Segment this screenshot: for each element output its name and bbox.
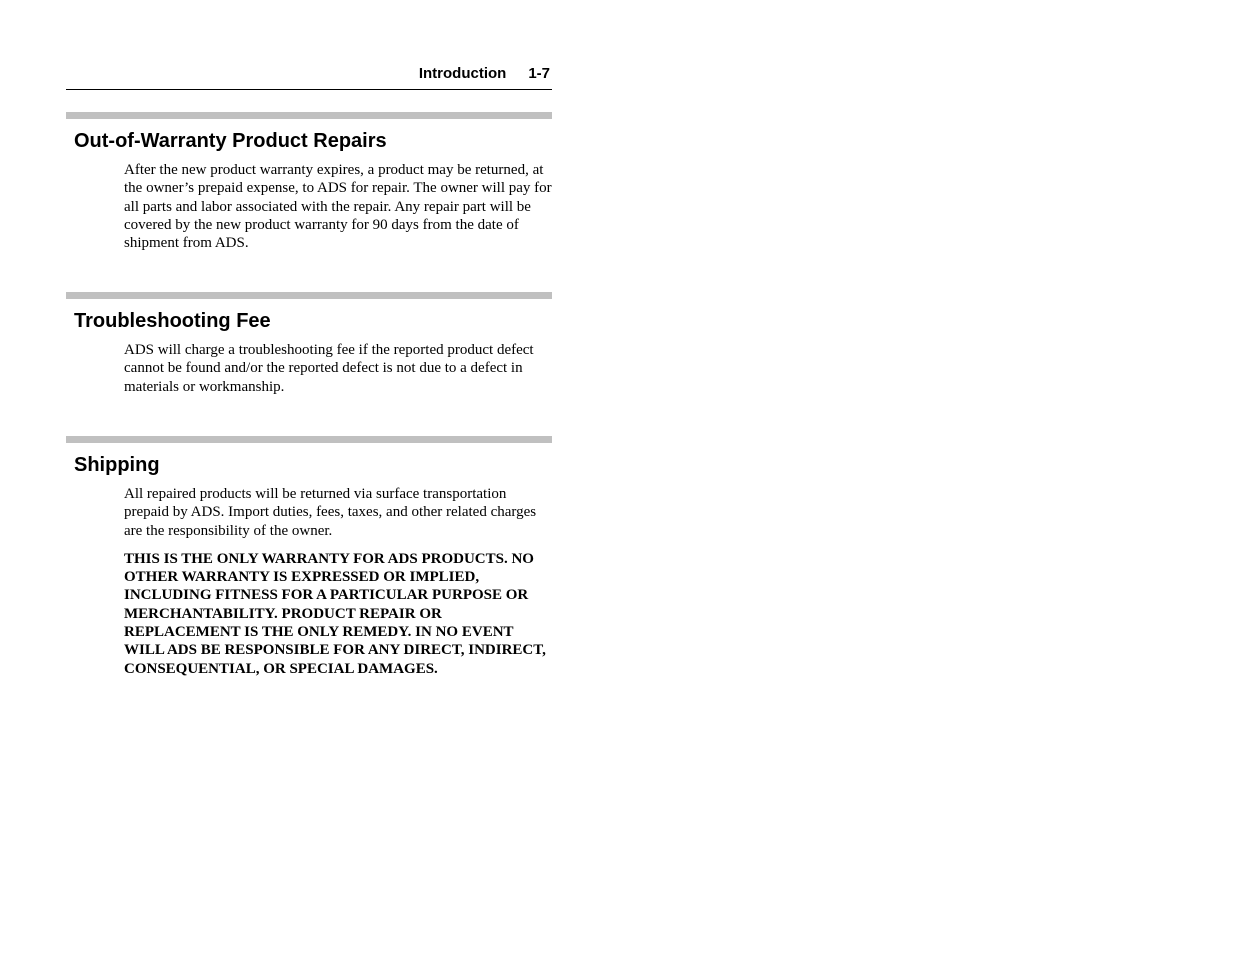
section-body [124, 341, 552, 396]
page-number: 1-7 [528, 65, 550, 82]
section-out-of-warranty-repairs [66, 112, 552, 262]
section-divider [66, 436, 552, 443]
warranty-disclaimer: THIS IS THE ONLY WARRANTY FOR ADS PRODUCTS. NO OTHER WARRANTY IS EXPRESSED OR IMPLIED, INCLUDING FITNESS FOR A PARTICULAR PURPOSE OR MERCHANTABILITY. PRODUCT REPAIR OR REPLACEMENT IS THE ONLY REMEDY. IN NO EVENT WILL ADS BE RESPONSIBLE FOR ANY DIRECT, INDIRECT, CONSEQUENTIAL, OR SPECIAL DAMAGES. [124, 550, 546, 677]
paragraph: All repaired products will be returned via surface transportation prepaid by ADS. Import duties, fees, taxes, and other related charges are the responsibility of the owner. [124, 486, 537, 539]
paragraph: After the new product warranty expires, a product may be returned, at the owner’s prepaid expense, to ADS for repair. The owner will pay for all parts and labor associated with the repair. Any repair part will be covered by the new product warranty for 90 days from the date of shipment from ADS. [124, 162, 552, 252]
section-shipping [66, 436, 552, 688]
section-body [124, 485, 552, 678]
section-divider [66, 292, 552, 299]
section-troubleshooting-fee [66, 292, 552, 406]
section-heading: Shipping [74, 454, 160, 476]
section-divider [66, 112, 552, 119]
section-heading: Troubleshooting Fee [74, 310, 271, 332]
section-body [124, 161, 552, 252]
running-header [66, 64, 552, 90]
chapter-title: Introduction [418, 65, 507, 82]
paragraph: ADS will charge a troubleshooting fee if the reported product defect cannot be found and/or the reported defect is not due to a defect in materials or workmanship. [124, 342, 534, 395]
section-heading: Out-of-Warranty Product Repairs [74, 130, 387, 152]
